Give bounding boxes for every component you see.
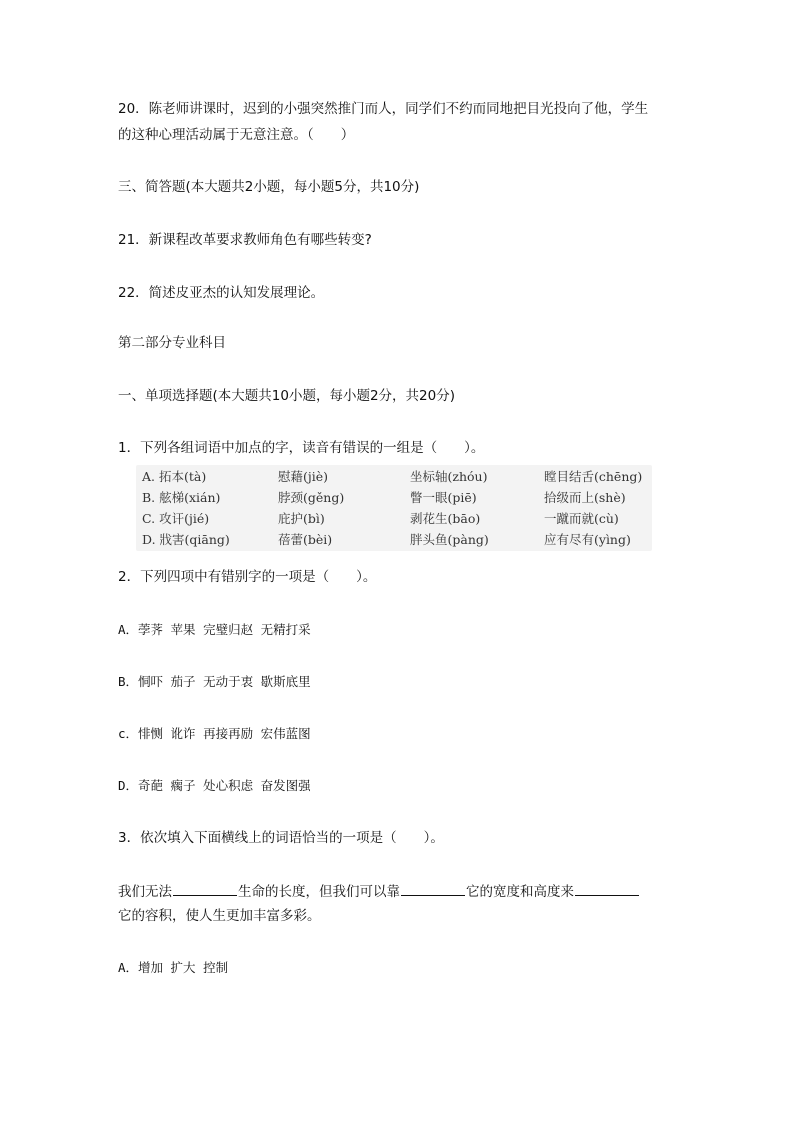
q1-options-table <box>136 465 652 551</box>
q1-a-2: 慰藉(jiè) <box>278 469 329 484</box>
q20-line1: 20．陈老师讲课时，迟到的小强突然推门而人，同学们不约而同地把目光投向了他，学生 <box>118 101 649 117</box>
q1-b-1: B. 舷梯(xián) <box>142 490 221 505</box>
q1-d-3: 胖头鱼(pàng) <box>410 532 489 547</box>
q3-text-line2: 它的容积，使人生更加丰富多彩。 <box>118 908 321 924</box>
q1-option-row-b <box>136 488 652 509</box>
q1-a-1: A. 拓本(tà) <box>142 469 207 484</box>
q1-c-3: 剥花生(bāo) <box>410 511 481 526</box>
q21: 21．新课程改革要求教师角色有哪些转变? <box>118 232 372 248</box>
q2-option-a: A．荸荠 苹果 完璧归赵 无精打采 <box>118 622 311 637</box>
q1-c-2: 庇护(bì) <box>278 511 325 526</box>
q1-a-4: 瞠目结舌(chēng) <box>544 469 643 484</box>
q3-option-a: A．增加 扩大 控制 <box>118 960 229 975</box>
q1-option-row-c <box>136 509 652 530</box>
q3-stem: 3．依次填入下面横线上的词语恰当的一项是（ ）。 <box>118 830 444 846</box>
q2-option-b: B．恫吓 茄子 无动于衷 歇斯底里 <box>118 674 311 689</box>
q3-blank-1 <box>173 881 237 896</box>
q1-b-4: 拾级而上(shè) <box>544 490 626 505</box>
q1-b-3: 瞥一眼(piē) <box>410 490 477 505</box>
q20-line2: 的这种心理活动属于无意注意。（ ） <box>118 127 355 143</box>
q3-text-line1 <box>118 881 640 902</box>
q1-option-row-a <box>136 467 652 488</box>
q3-blank-3 <box>575 881 639 896</box>
q22: 22．简述皮亚杰的认知发展理论。 <box>118 285 325 301</box>
section1-heading: 一、单项选择题(本大题共10小题，每小题2分，共20分) <box>118 388 455 404</box>
q1-d-4: 应有尽有(yìng) <box>544 532 631 547</box>
q1-c-1: C. 攻讦(jié) <box>142 511 210 526</box>
q2-option-d: D．奇葩 瘸子 处心积虑 奋发图强 <box>118 778 311 793</box>
q1-option-row-d <box>136 530 652 551</box>
q1-stem: 1．下列各组词语中加点的字，读音有错误的一组是（ ）。 <box>118 440 485 456</box>
q3-text-part2: 生命的长度，但我们可以靠 <box>238 884 400 900</box>
q1-c-4: 一蹴而就(cù) <box>544 511 619 526</box>
q1-d-2: 蓓蕾(bèi) <box>278 532 333 547</box>
q2-stem: 2．下列四项中有错别字的一项是（ ）。 <box>118 569 377 585</box>
q1-b-2: 脖颈(gěng) <box>278 490 345 505</box>
q3-text-part1: 我们无法 <box>118 884 172 900</box>
q1-a-3: 坐标轴(zhóu) <box>410 469 488 484</box>
q3-text-part3: 它的宽度和高度来 <box>466 884 574 900</box>
q1-d-1: D. 戕害(qiāng) <box>142 532 230 547</box>
section3-heading: 三、简答题(本大题共2小题，每小题5分，共10分) <box>118 179 420 195</box>
q3-blank-2 <box>401 881 465 896</box>
part2-heading: 第二部分专业科目 <box>118 335 226 351</box>
q2-option-c: c．悱恻 讹诈 再接再励 宏伟蓝图 <box>118 726 311 741</box>
